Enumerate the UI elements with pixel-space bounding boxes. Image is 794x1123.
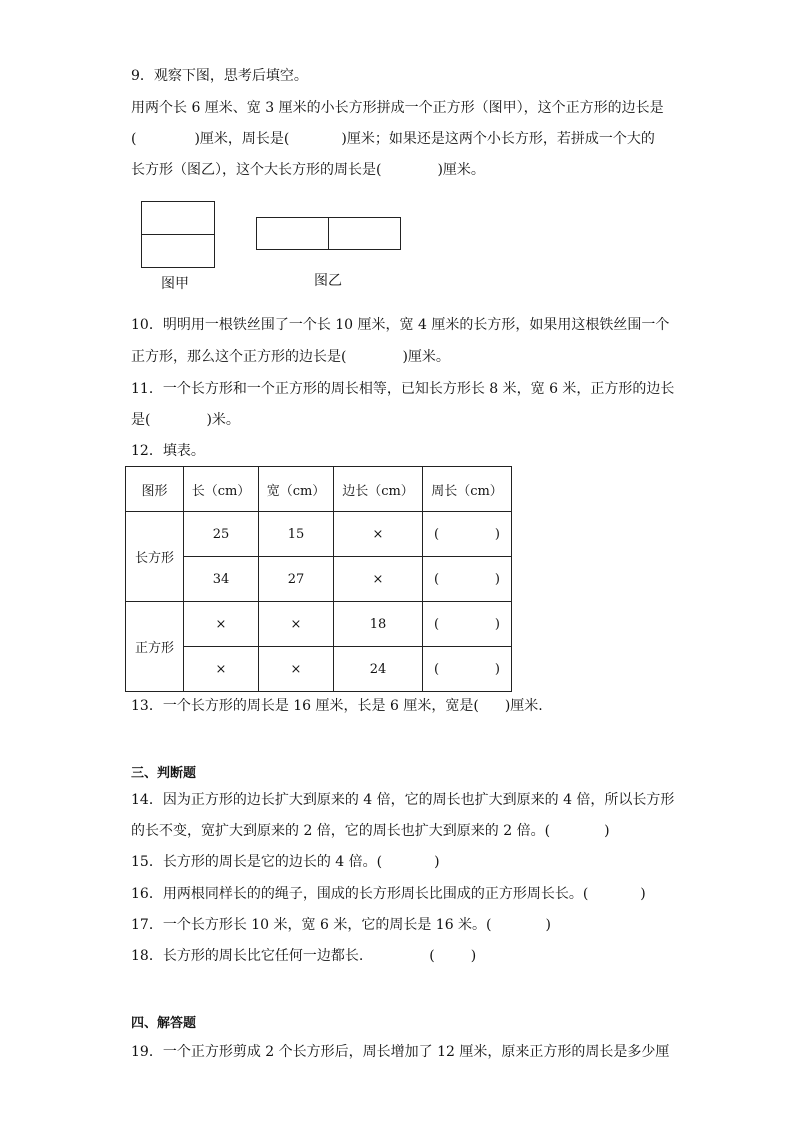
q16-line: 16．用两根同样长的的绳子，围成的长方形周长比围成的正方形周长长。( ) — [131, 886, 646, 902]
answer-cell[interactable]: ( ) — [423, 647, 512, 692]
q17-line: 17．一个长方形长 10 米，宽 6 米，它的周长是 16 米。( ) — [131, 917, 551, 933]
q9-line2: ( )厘米，周长是( )厘米；如果还是这两个小长方形，若拼成一个大的 — [131, 131, 655, 147]
answer-cell[interactable]: ( ) — [423, 512, 512, 557]
q9-line3: 长方形（图乙），这个大长方形的周长是( )厘米。 — [131, 162, 485, 178]
table-header: 宽（cm） — [259, 467, 334, 512]
table-cell: 25 — [184, 512, 259, 557]
table-cell: × — [334, 557, 423, 602]
q10-line1: 10．明明用一根铁丝围了一个长 10 厘米，宽 4 厘米的长方形，如果用这根铁丝围一个 — [131, 317, 670, 333]
table-header: 图形 — [126, 467, 184, 512]
table-cell: 15 — [259, 512, 334, 557]
table-cell: × — [334, 512, 423, 557]
answer-cell[interactable]: ( ) — [423, 602, 512, 647]
q9-line1: 用两个长 6 厘米、宽 3 厘米的小长方形拼成一个正方形（图甲），这个正方形的边长是 — [131, 100, 664, 116]
table-header: 周长（cm） — [423, 467, 512, 512]
table-cell: × — [184, 602, 259, 647]
table-header: 边长（cm） — [334, 467, 423, 512]
q12-title: 12．填表。 — [131, 443, 205, 459]
table-cell: × — [184, 647, 259, 692]
answer-cell[interactable]: ( ) — [423, 557, 512, 602]
table-header-row — [126, 467, 512, 512]
table-cell: 24 — [334, 647, 423, 692]
perimeter-table — [125, 466, 512, 692]
q13-line: 13．一个长方形的周长是 16 厘米，长是 6 厘米，宽是( )厘米. — [131, 698, 543, 714]
fig-jia-caption: 图甲 — [161, 276, 189, 292]
table-row — [126, 602, 512, 647]
q14-line2: 的长不变，宽扩大到原来的 2 倍，它的周长也扩大到原来的 2 倍。( ) — [131, 823, 610, 839]
section-judgment-title: 三、判断题 — [131, 766, 197, 781]
table-cell: × — [259, 647, 334, 692]
fig-yi-right-rect — [328, 217, 401, 250]
table-header: 长（cm） — [184, 467, 259, 512]
table-cell: 34 — [184, 557, 259, 602]
q11-line1: 11．一个长方形和一个正方形的周长相等，已知长方形长 8 米，宽 6 米，正方形的边长 — [131, 381, 675, 397]
table-cell: 18 — [334, 602, 423, 647]
q10-line2: 正方形，那么这个正方形的边长是( )厘米。 — [131, 349, 450, 365]
section-solve-title: 四、解答题 — [131, 1016, 197, 1031]
q15-line: 15．长方形的周长是它的边长的 4 倍。( ) — [131, 854, 440, 870]
table-row — [126, 557, 512, 602]
q19-line1: 19．一个正方形剪成 2 个长方形后，周长增加了 12 厘米，原来正方形的周长是多少厘 — [131, 1044, 670, 1060]
group-label-rectangle: 长方形 — [126, 512, 184, 602]
group-label-square: 正方形 — [126, 602, 184, 692]
q14-line1: 14．因为正方形的边长扩大到原来的 4 倍，它的周长也扩大到原来的 4 倍，所以长方形 — [131, 792, 675, 808]
table-row — [126, 512, 512, 557]
fig-yi-left-rect — [256, 217, 329, 250]
table-cell: 27 — [259, 557, 334, 602]
table-cell: × — [259, 602, 334, 647]
q11-line2: 是( )米。 — [131, 412, 240, 428]
fig-jia-bottom-rect — [141, 234, 215, 268]
q9-title: 9．观察下图，思考后填空。 — [131, 68, 308, 84]
table-row — [126, 647, 512, 692]
fig-jia-top-rect — [141, 201, 215, 235]
fig-yi-caption: 图乙 — [314, 273, 342, 289]
q18-line: 18．长方形的周长比它任何一边都长. ( ) — [131, 948, 477, 964]
